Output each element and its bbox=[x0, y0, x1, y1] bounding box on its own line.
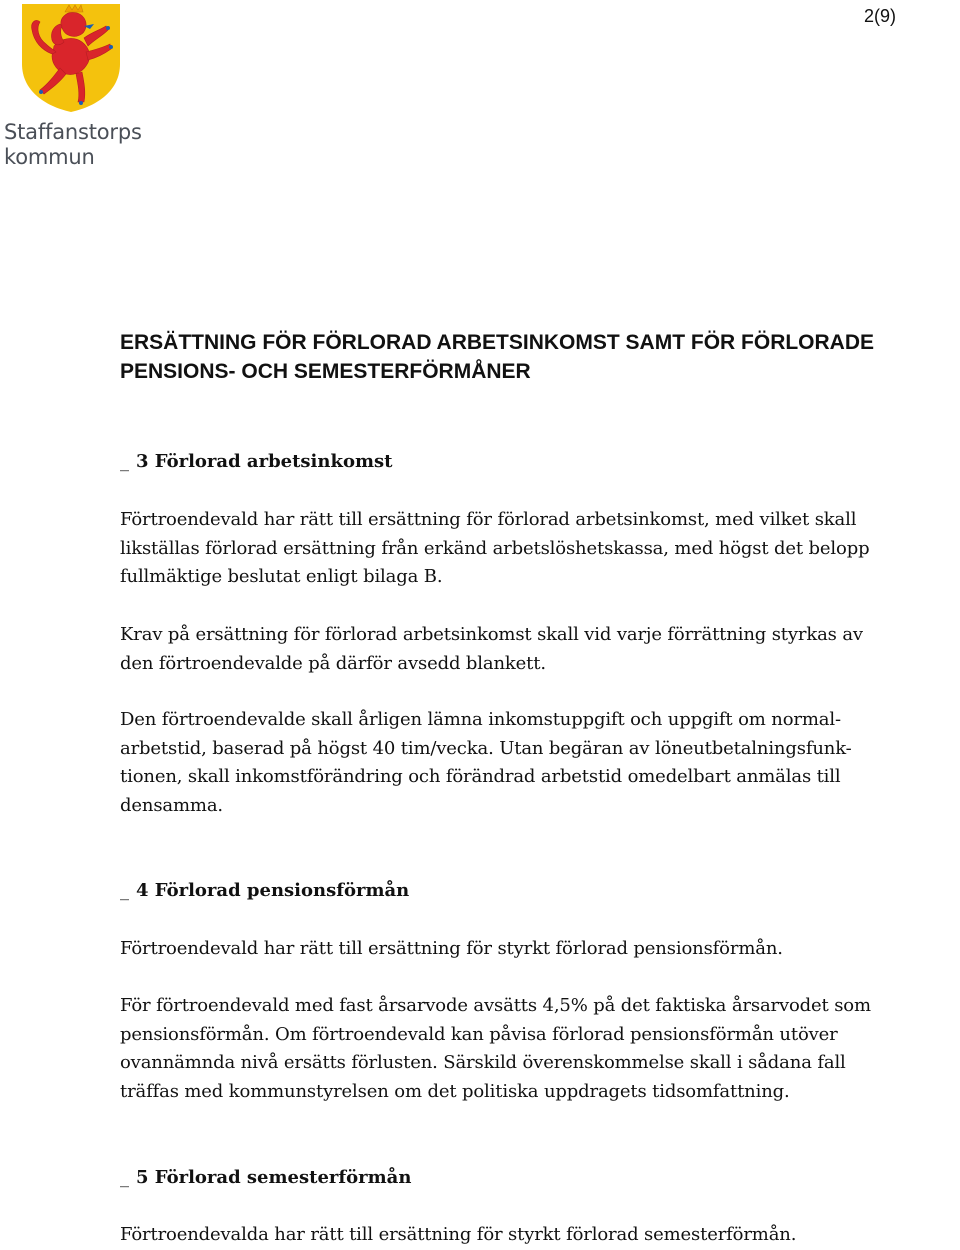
section-heading-text: 3 Förlorad arbetsinkomst bbox=[136, 451, 393, 472]
title-line-1: ERSÄTTNING FÖR FÖRLORAD ARBETSINKOMST SAMT FÖR FÖRLORADE bbox=[120, 331, 875, 354]
logo-text-line-2: kommun bbox=[4, 145, 95, 169]
text-line: Krav på ersättning för förlorad arbetsinkomst skall vid varje förrättning styrkas av bbox=[120, 624, 863, 645]
bookmark-marker-icon: _ bbox=[120, 451, 129, 472]
bookmark-marker-icon: _ bbox=[120, 880, 129, 901]
section-heading-5 bbox=[120, 1164, 411, 1192]
municipality-logo bbox=[4, 2, 142, 169]
paragraph bbox=[120, 992, 960, 1107]
bookmark-marker-icon: _ bbox=[120, 1167, 129, 1188]
text-line: För förtroendevald med fast årsarvode avsätts 4,5% på det faktiska årsarvodet som bbox=[120, 995, 871, 1016]
text-line: Förtroendevalda har rätt till ersättning för styrkt förlorad semesterförmån. bbox=[120, 1224, 797, 1245]
text-line: likställas förlorad ersättning från erkänd arbetslöshetskassa, med högst det belopp bbox=[120, 537, 870, 559]
section-heading-text: 5 Förlorad semesterförmån bbox=[136, 1167, 412, 1188]
text-line: Förtroendevald har rätt till ersättning för styrkt förlorad pensionsförmån. bbox=[120, 938, 783, 959]
text-line: Förtroendevald har rätt till ersättning för förlorad arbetsinkomst, med vilket skall bbox=[120, 509, 857, 530]
text-line: fullmäktige beslutat enligt bilaga B. bbox=[120, 566, 443, 588]
page-number: 2(9) bbox=[863, 6, 896, 26]
paragraph bbox=[120, 1221, 960, 1250]
logo-wordmark bbox=[4, 120, 142, 170]
text-line: Den förtroendevalde skall årligen lämna inkomstuppgift och uppgift om normal- bbox=[120, 709, 841, 730]
section-heading-3 bbox=[120, 448, 392, 476]
text-line: träffas med kommunstyrelsen om det politiska uppdragets tidsomfattning. bbox=[120, 1081, 790, 1103]
text-line: arbetstid, baserad på högst 40 tim/vecka. Utan begäran av löneutbetalningsfunk- bbox=[120, 737, 852, 759]
text-line: tionen, skall inkomstförändring och förändrad arbetstid omedelbart anmälas till bbox=[120, 766, 841, 788]
text-line: pensionsförmån. Om förtroendevald kan påvisa förlorad pensionsförmån utöver bbox=[120, 1023, 838, 1045]
paragraph bbox=[120, 506, 960, 592]
section-heading-text: 4 Förlorad pensionsförmån bbox=[136, 880, 410, 901]
coat-of-arms-icon bbox=[20, 2, 122, 114]
document-title bbox=[120, 328, 950, 386]
text-line: den förtroendevalde på därför avsedd blankett. bbox=[120, 652, 546, 674]
text-line: densamma. bbox=[120, 795, 223, 817]
paragraph bbox=[120, 935, 960, 964]
paragraph bbox=[120, 621, 960, 678]
title-line-2: PENSIONS- OCH SEMESTERFÖRMÅNER bbox=[120, 360, 531, 383]
paragraph bbox=[120, 706, 960, 821]
logo-text-line-1: Staffanstorps bbox=[4, 120, 142, 144]
section-heading-4 bbox=[120, 877, 409, 905]
text-line: ovannämnda nivå ersätts förlusten. Särskild överenskommelse skall i sådana fall bbox=[120, 1052, 846, 1074]
